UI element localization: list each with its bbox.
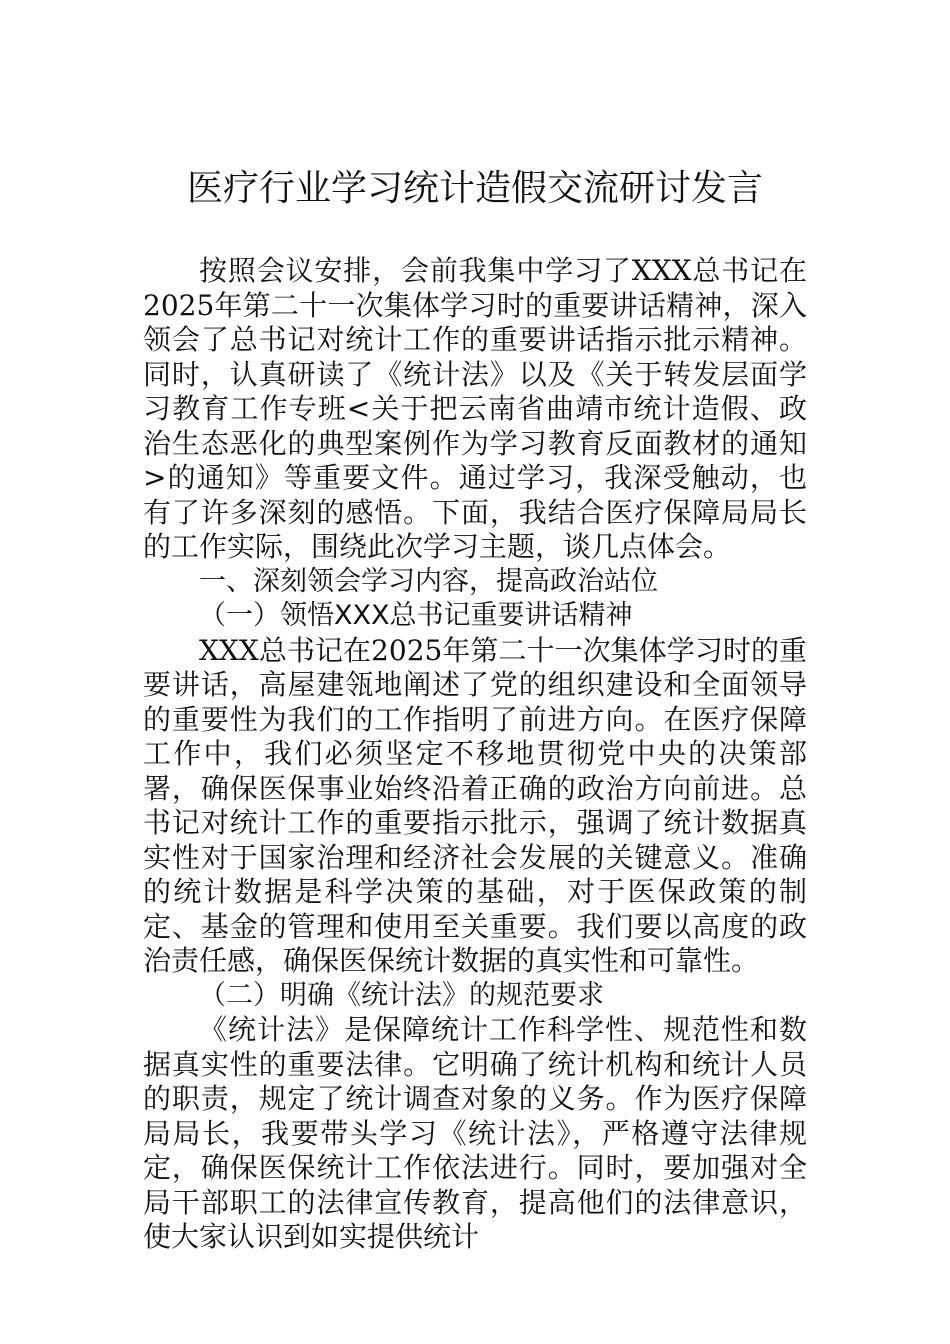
document-body bbox=[143, 254, 807, 1255]
subsection-1-paragraph: XXX总书记在2025年第二十一次集体学习时的重要讲话，高屋建瓴地阐述了党的组织建设和全面领导的重要性为我们的工作指明了前进方向。在医疗保障工作中，我们必须坚定不移地贯彻党中央的决策部署，确保医保事业始终沿着正确的政治方向前进。总书记对统计工作的重要指示批示，强调了统计数据真实性对于国家治理和经济社会发展的关键意义。准确的统计数据是科学决策的基础，对于医保政策的制定、基金的管理和使用至关重要。我们要以高度的政治责任感，确保医保统计数据的真实性和可靠性。 bbox=[143, 633, 807, 977]
intro-paragraph: 按照会议安排，会前我集中学习了XXX总书记在2025年第二十一次集体学习时的重要讲话精神，深入领会了总书记对统计工作的重要讲话指示批示精神。同时，认真研读了《统计法》以及《关于转发层面学习教育工作专班<关于把云南省曲靖市统计造假、政治生态恶化的典型案例作为学习教育反面教材的通知>的通知》等重要文件。通过学习，我深受触动，也有了许多深刻的感悟。下面，我结合医疗保障局局长的工作实际，围绕此次学习主题，谈几点体会。 bbox=[143, 254, 807, 563]
section-1-heading: 一、深刻领会学习内容，提高政治站位 bbox=[199, 565, 658, 597]
subsection-1-heading: （一）领悟XXX总书记重要讲话精神 bbox=[199, 600, 633, 631]
subsection-2-heading: （二）明确《统计法》的规范要求 bbox=[199, 979, 604, 1011]
subsection-2-paragraph: 《统计法》是保障统计工作科学性、规范性和数据真实性的重要法律。它明确了统计机构和统计人员的职责，规定了统计调查对象的义务。作为医疗保障局局长，我要带头学习《统计法》，严格遵守法律规定，确保医保统计工作依法进行。同时，要加强对全局干部职工的法律宣传教育，提高他们的法律意识，使大家认识到如实提供统计 bbox=[143, 1013, 807, 1253]
document-title: 医疗行业学习统计造假交流研讨发言 bbox=[186, 168, 763, 209]
